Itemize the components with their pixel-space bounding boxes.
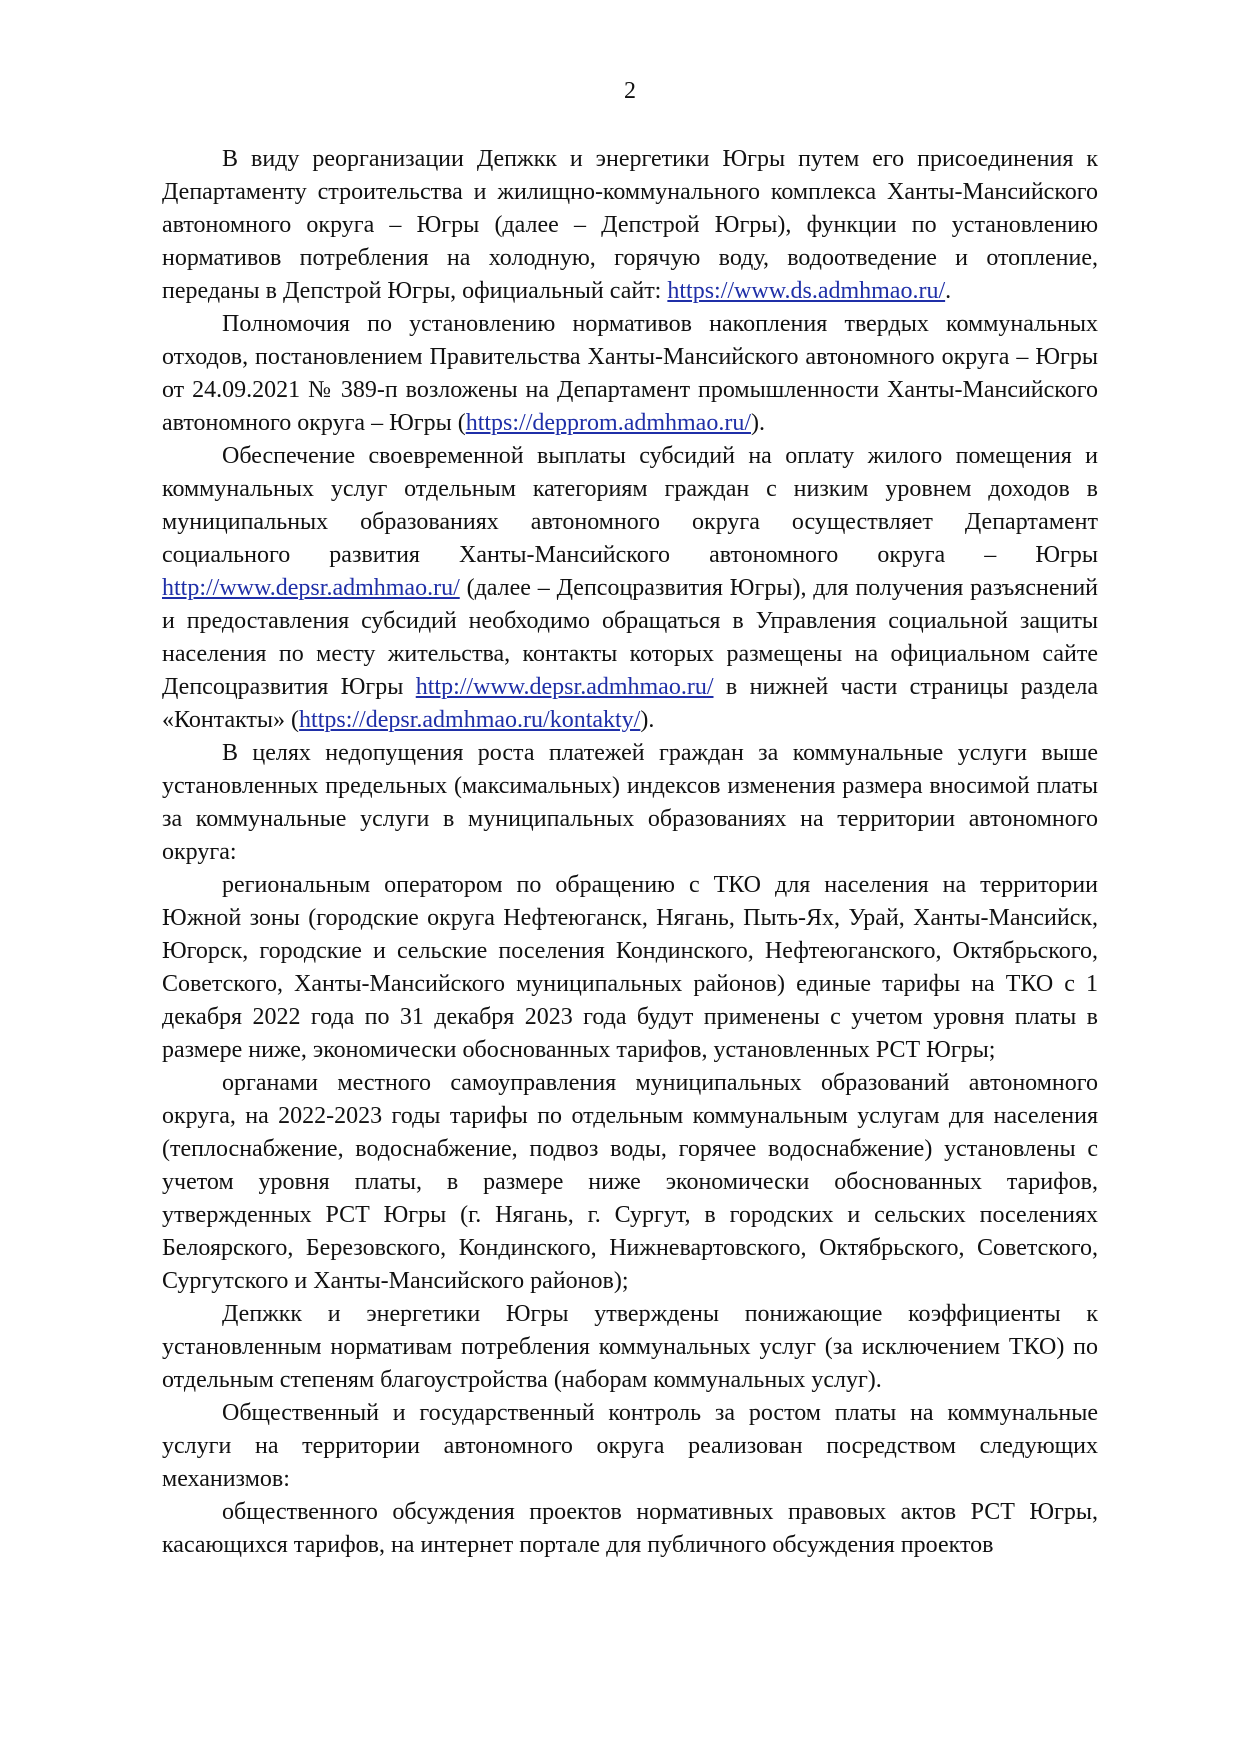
document-body [162, 143, 1098, 1562]
paragraph-control-mechanisms: Общественный и государственный контроль за ростом платы на коммунальные услуги на территории автономного округа реализован посредством следующих механизмов: [162, 1400, 1098, 1492]
depsr-link[interactable]: http://www.depsr.admhmao.ru/ [162, 575, 460, 601]
paragraph-text: Обеспечение своевременной выплаты субсидий на оплату жилого помещения и коммунальных услуг отдельным категориям граждан с низким уровнем доходов в муниципальных образованиях автономного округа осуществляет Департамент социального развития Ханты-Мансийского автономного округа – Югры [162, 443, 1098, 568]
paragraph-text: (далее – Депсоцразвития Югры), для получения разъяснений и предоставления субсидий необходимо обращаться в Управления социальной защиты населения по месту жительства, контакты которых размещены на официальном сайте Депсоцразвития Югры [162, 575, 1098, 700]
page-number: 2 [624, 78, 636, 104]
paragraph-regional-operator: региональным оператором по обращению с ТКО для населения на территории Южной зоны (городские округа Нефтеюганск, Нягань, Пыть-Ях, Урай, Ханты-Мансийск, Югорск, городские и сельские поселения Кондинского, Нефтеюганского, Октябрьского, Советского, Ханты-Мансийского муниципальных районов) единые тарифы на ТКО с 1 декабря 2022 года по 31 декабря 2023 года будут применены с учетом уровня платы в размере ниже, экономически обоснованных тарифов, установленных РСТ Югры; [162, 872, 1098, 1063]
paragraph-text: в нижней части страницы раздела «Контакты» ( [162, 674, 1098, 733]
depsr-link-second[interactable]: http://www.depsr.admhmao.ru/ [415, 674, 714, 700]
paragraph-subsidies [162, 440, 1098, 737]
paragraph-text: В виду реорганизации Депжкк и энергетики Югры путем его присоединения к Департаменту строительства и жилищно-коммунального комплекса Ханты-Мансийского автономного округа – Югры (далее – Депстрой Югры), функции по установлению нормативов потребления на холодную, горячую воду, водоотведение и отопление, переданы в Депстрой Югры, официальный сайт: [162, 146, 1098, 304]
paragraph-text: ). [640, 707, 655, 733]
paragraph-public-discussion: общественного обсуждения проектов нормативных правовых актов РСТ Югры, касающихся тарифов, на интернет портале для публичного обсуждения проектов [162, 1499, 1098, 1558]
paragraph-waste-powers [162, 308, 1098, 440]
paragraph-payment-growth: В целях недопущения роста платежей граждан за коммунальные услуги выше установленных предельных (максимальных) индексов изменения размера вносимой платы за коммунальные услуги в муниципальных образованиях на территории автономного округа: [162, 740, 1098, 865]
paragraph-reorganization [162, 143, 1098, 308]
depprom-link[interactable]: https://depprom.admhmao.ru/ [465, 410, 751, 436]
paragraph-text: . [945, 278, 952, 304]
paragraph-local-government: органами местного самоуправления муниципальных образований автономного округа, на 2022-2023 годы тарифы по отдельным коммунальным услугам для населения (теплоснабжение, водоснабжение, подвоз воды, горячее водоснабжение) установлены с учетом уровня платы, в размере ниже экономически обоснованных тарифов, утвержденных РСТ Югры (г. Нягань, г. Сургут, в городских и сельских поселениях Белоярского, Березовского, Кондинского, Нижневартовского, Октябрьского, Советского, Сургутского и Ханты-Мансийского районов); [162, 1070, 1098, 1294]
paragraph-reduction-coefficients: Депжкк и энергетики Югры утверждены понижающие коэффициенты к установленным нормативам потребления коммунальных услуг (за исключением ТКО) по отдельным степеням благоустройства (наборам коммунальных услуг). [162, 1301, 1098, 1393]
depsr-contacts-link[interactable]: https://depsr.admhmao.ru/kontakty/ [299, 707, 641, 733]
ds-admhmao-link[interactable]: https://www.ds.admhmao.ru/ [667, 278, 946, 304]
paragraph-text: ). [751, 410, 765, 436]
paragraph-text: Полномочия по установлению нормативов накопления твердых коммунальных отходов, постановлением Правительства Ханты-Мансийского автономного округа – Югры от 24.09.2021 № 389-п возложены на Департамент промышленности Ханты-Мансийского автономного округа – Югры ( [162, 311, 1098, 436]
